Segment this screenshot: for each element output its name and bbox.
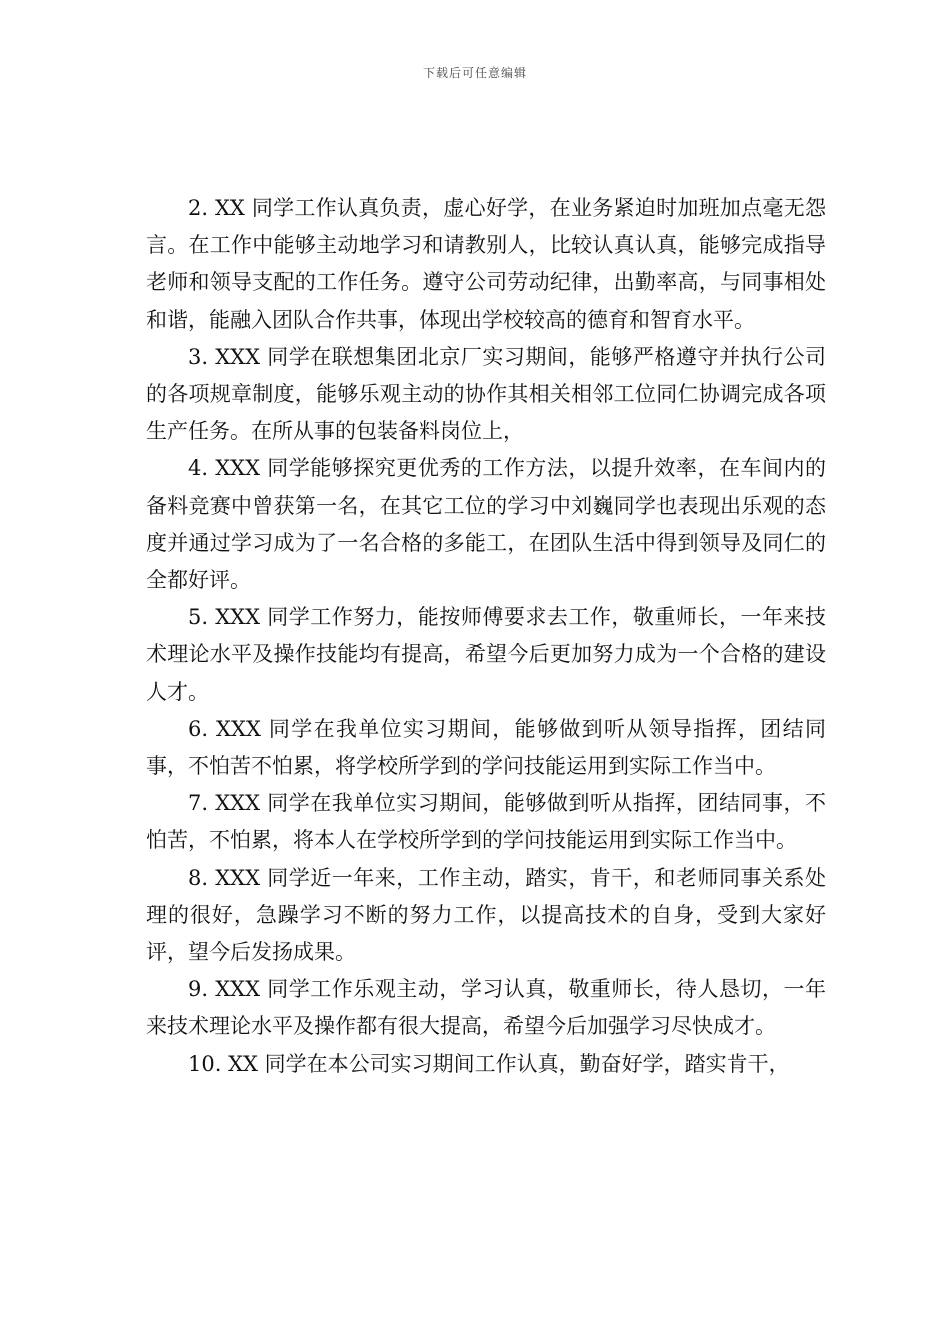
- paragraph-10: 10. XX 同学在本公司实习期间工作认真，勤奋好学，踏实肯干，: [188, 1051, 790, 1076]
- paragraph-4: 4. XXX 同学能够探究更优秀的工作方法，以提升效率，在车间内的备料竞赛中曾获第一名，在其它工位的学习中刘巍同学也表现出乐观的态度并通过学习成为了一名合格的多能工，在团队生活中得到领导及同仁的全都好评。: [146, 456, 826, 593]
- paragraph-6: 6. XXX 同学在我单位实习期间，能够做到听从领导指挥，团结同事，不怕苦不怕累，将学校所学到的学问技能运用到实际工作当中。: [146, 716, 826, 779]
- paragraph-3: 3. XXX 同学在联想集团北京厂实习期间，能够严格遵守并执行公司的各项规章制度，能够乐观主动的协作其相关相邻工位同仁协调完成各项生产任务。在所从事的包装备料岗位上，: [146, 344, 826, 444]
- paragraph-7: 7. XXX 同学在我单位实习期间，能够做到听从指挥，团结同事，不怕苦，不怕累，将本人在学校所学到的学问技能运用到实际工作当中。: [146, 791, 826, 853]
- page-header: 下载后可任意编辑: [422, 66, 527, 80]
- paragraph-9: 9. XXX 同学工作乐观主动，学习认真，敬重师长，待人恳切，一年来技术理论水平及操作都有很大提高，希望今后加强学习尽快成才。: [146, 977, 826, 1039]
- paragraph-5: 5. XXX 同学工作努力，能按师傅要求去工作，敬重师长，一年来技术理论水平及操作技能均有提高，希望今后更加努力成为一个合格的建设人才。: [146, 605, 826, 704]
- paragraph-8: 8. XXX 同学近一年来，工作主动，踏实，肯干，和老师同事关系处理的很好，急躁学习不断的努力工作，以提高技术的自身，受到大家好评，望今后发扬成果。: [146, 865, 826, 965]
- document-body: [146, 190, 826, 1083]
- paragraph-2: 2. XX 同学工作认真负责，虚心好学，在业务紧迫时加班加点毫无怨言。在工作中能够主动地学习和请教别人，比较认真认真，能够完成指导老师和领导支配的工作任务。遵守公司劳动纪律，出勤率高，与同事相处和谐，能融入团队合作共事，体现出学校较高的德育和智育水平。: [146, 196, 826, 332]
